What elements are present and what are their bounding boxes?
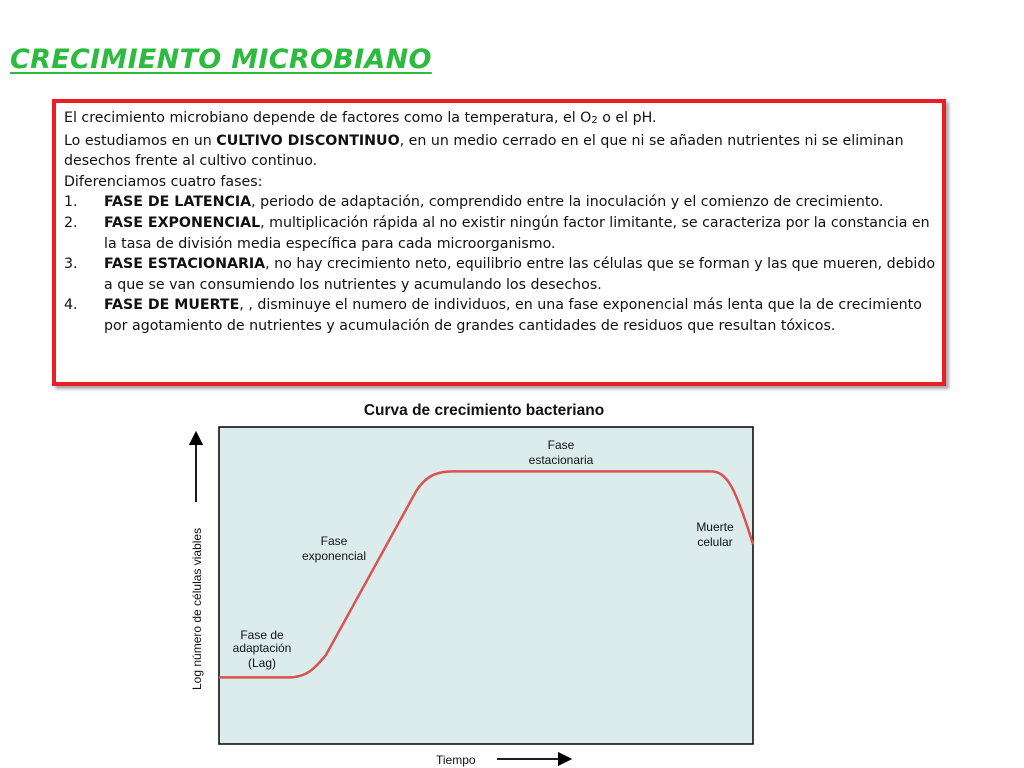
annotation-stat-2: estacionaria	[528, 453, 594, 467]
annotation-death-1: Muerte	[696, 520, 734, 534]
growth-curve-chart	[0, 390, 1024, 768]
plot-area	[219, 427, 753, 744]
annotation-lag-2: adaptación	[232, 641, 292, 655]
intro-line-3: Diferenciamos cuatro fases:	[64, 173, 263, 190]
phase-item: 4. FASE DE MUERTE, , disminuye el numero de individuos, en una fase exponencial más lenta que la de crecimiento por agotamiento de nutrientes y acumulación de grandes cantidades de residuos que resultan tóxicos.	[64, 297, 922, 334]
page-title: CRECIMIENTO MICROBIANO	[10, 44, 432, 75]
phase-list	[64, 192, 942, 336]
annotation-lag-3: (Lag)	[247, 656, 277, 670]
phase-item: 3. FASE ESTACIONARIA, no hay crecimiento neto, equilibrio entre las células que se forman y las que mueren, debido a que se van consumiendo los nutrientes y acumulando los desechos.	[64, 256, 936, 293]
intro-line-2: Lo estudiamos en un CULTIVO DISCONTINUO, en un medio cerrado en el que ni se añaden nutrientes ni se eliminan desechos frente al cultivo continuo.	[64, 132, 904, 170]
x-axis-label: Tiempo	[436, 753, 476, 767]
phase-item: 2. FASE EXPONENCIAL, multiplicación rápida al no existir ningún factor limitante, se caracteriza por la constancia en la tasa de división media específica para cada microorganismo.	[64, 214, 930, 252]
annotation-exp-1: Fase	[320, 534, 348, 548]
y-axis-label: Log número de células viables	[190, 527, 204, 690]
annotation-death-2: celular	[697, 535, 733, 549]
intro-line-1: El crecimiento microbiano depende de factores como la temperatura, el $O_2$ o el pH.	[64, 110, 657, 126]
annotation-exp-2: exponencial	[301, 549, 367, 563]
annotation-lag-1: Fase de	[240, 628, 284, 642]
chart-title: Curva de crecimiento bacteriano	[363, 402, 605, 419]
phase-item: 1. FASE DE LATENCIA, periodo de adaptación, comprendido entre la inoculación y el comienzo de crecimiento.	[64, 194, 884, 211]
annotation-stat-1: Fase	[547, 438, 575, 452]
info-box	[52, 99, 946, 386]
